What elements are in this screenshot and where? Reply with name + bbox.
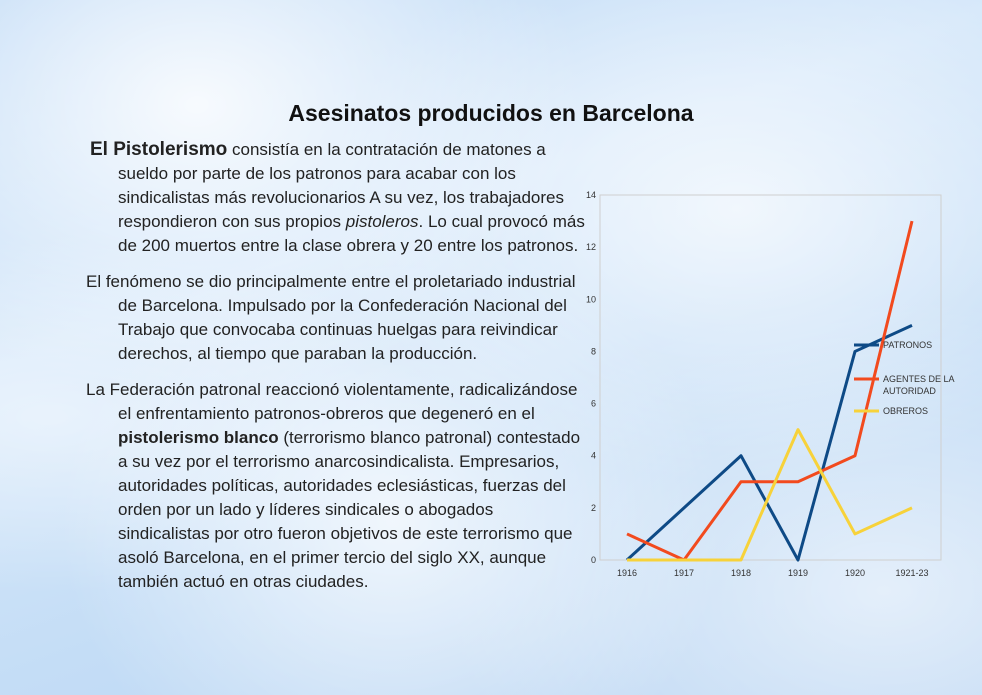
y-axis-ticks <box>586 190 596 565</box>
paragraph-3-bold: pistolerismo blanco <box>118 428 279 447</box>
legend-label-0: PATRONOS <box>883 340 933 350</box>
y-tick-label: 4 <box>590 450 596 461</box>
paragraph-3-text-a: La Federación patronal reaccionó violentamente, radicalizándose el enfrentamiento patronos-obreros que degeneró en el <box>86 380 578 423</box>
x-tick-label: 1917 <box>673 568 695 578</box>
paragraph-1-italic: pistoleros <box>345 212 419 231</box>
series-lines <box>627 221 912 560</box>
y-tick-label: 10 <box>585 294 596 305</box>
text-block <box>86 138 586 606</box>
y-tick-label: 0 <box>590 555 596 565</box>
series-line-0 <box>627 325 912 560</box>
y-tick-label: 14 <box>585 190 596 200</box>
chart-legend <box>854 340 955 416</box>
x-tick-label: 1919 <box>787 568 809 578</box>
paragraph-1-text-a: consistía en la contratación de matones a sueldo por parte de los patronos para acabar con los sindicalistas más revolucionarios A su vez, los trabajadores respondieron con sus propios <box>118 140 564 231</box>
legend-label-2: OBREROS <box>883 406 929 416</box>
series-line-2 <box>627 430 912 560</box>
y-tick-label: 6 <box>590 398 596 409</box>
paragraph-1 <box>86 138 586 258</box>
paragraph-3-text-b: (terrorismo blanco patronal) contestado a su vez por el terrorismo anarcosindicalista. Empresarios, autoridades políticas, autoridades eclesiásticas, fuerzas del orden por un lado y líderes sindicales o abogados sindicalistas por otro fueron objetivos de este terrorismo que asoló Barcelona, en el primer tercio del siglo XX, aunque también actuó en otras ciudades. <box>118 428 581 591</box>
legend-label-1: AGENTES DE LA AUTORIDAD <box>883 374 955 396</box>
line-chart <box>577 189 955 589</box>
x-tick-label: 1916 <box>616 568 638 578</box>
x-tick-label: 1921-23 <box>895 568 929 578</box>
paragraph-1-lead: El Pistolerismo <box>90 139 228 160</box>
x-axis-ticks <box>617 568 929 578</box>
paragraph-3 <box>86 378 586 594</box>
y-tick-label: 12 <box>585 242 596 253</box>
y-tick-label: 2 <box>590 502 596 513</box>
slide-title: Asesinatos producidos en Barcelona <box>288 100 694 126</box>
paragraph-2: El fenómeno se dio principalmente entre el proletariado industrial de Barcelona. Impulsado por la Confederación Nacional del Trabajo que convocaba continuas huelgas para reivindicar derechos, al tiempo que paraban la producción. <box>86 272 576 363</box>
x-tick-label: 1920 <box>844 568 866 578</box>
y-tick-label: 8 <box>590 346 596 357</box>
x-tick-label: 1918 <box>730 568 752 578</box>
paragraph-1-text-b: . Lo cual provocó más de 200 muertos entre la clase obrera y 20 entre los patronos. <box>118 212 585 255</box>
